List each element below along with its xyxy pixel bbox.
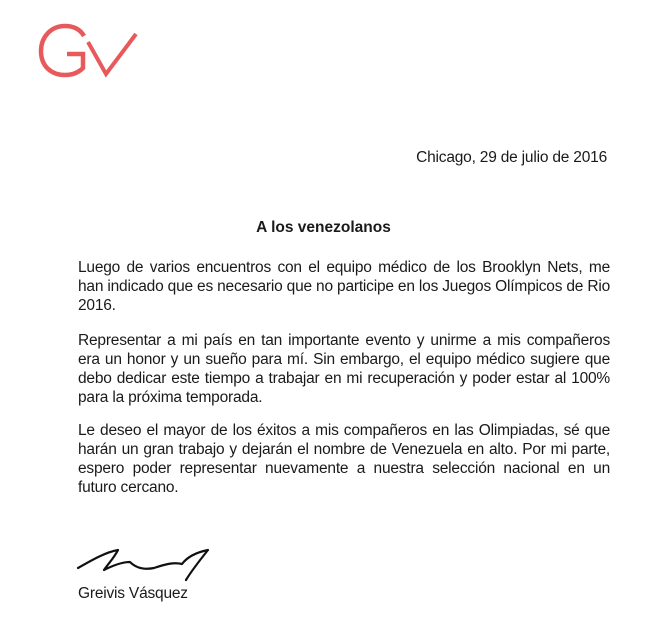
gv-logo [36,22,140,78]
letter-title: A los venezolanos [256,219,391,236]
logo-letter-g [41,26,84,75]
paragraph-2: Representar a mi país en tan importante evento y unirme a mis compañeros era un honor y un sueño para mí. Sin embargo, el equipo médico sugiere que debo dedicar este tiempo a trabajar en mi recuperación y poder estar al 100% para la próxima temporada. [78,332,610,406]
paragraph-3: Le deseo el mayor de los éxitos a mis compañeros en las Olimpiadas, sé que harán un gran trabajo y dejarán el nombre de Venezuela en alto. Por mi parte, espero poder representar nuevamente a nuestra selección nacional en un futuro cercano. [78,422,610,496]
signer-name: Greivis Vásquez [78,585,188,602]
letter-date: Chicago, 29 de julio de 2016 [416,149,607,166]
paragraph-1: Luego de varios encuentros con el equipo médico de los Brooklyn Nets, me han indicado que es necesario que no participe en los Juegos Olímpicos de Rio 2016. [78,259,610,314]
handwritten-signature [74,542,220,584]
logo-letter-v [88,34,136,74]
